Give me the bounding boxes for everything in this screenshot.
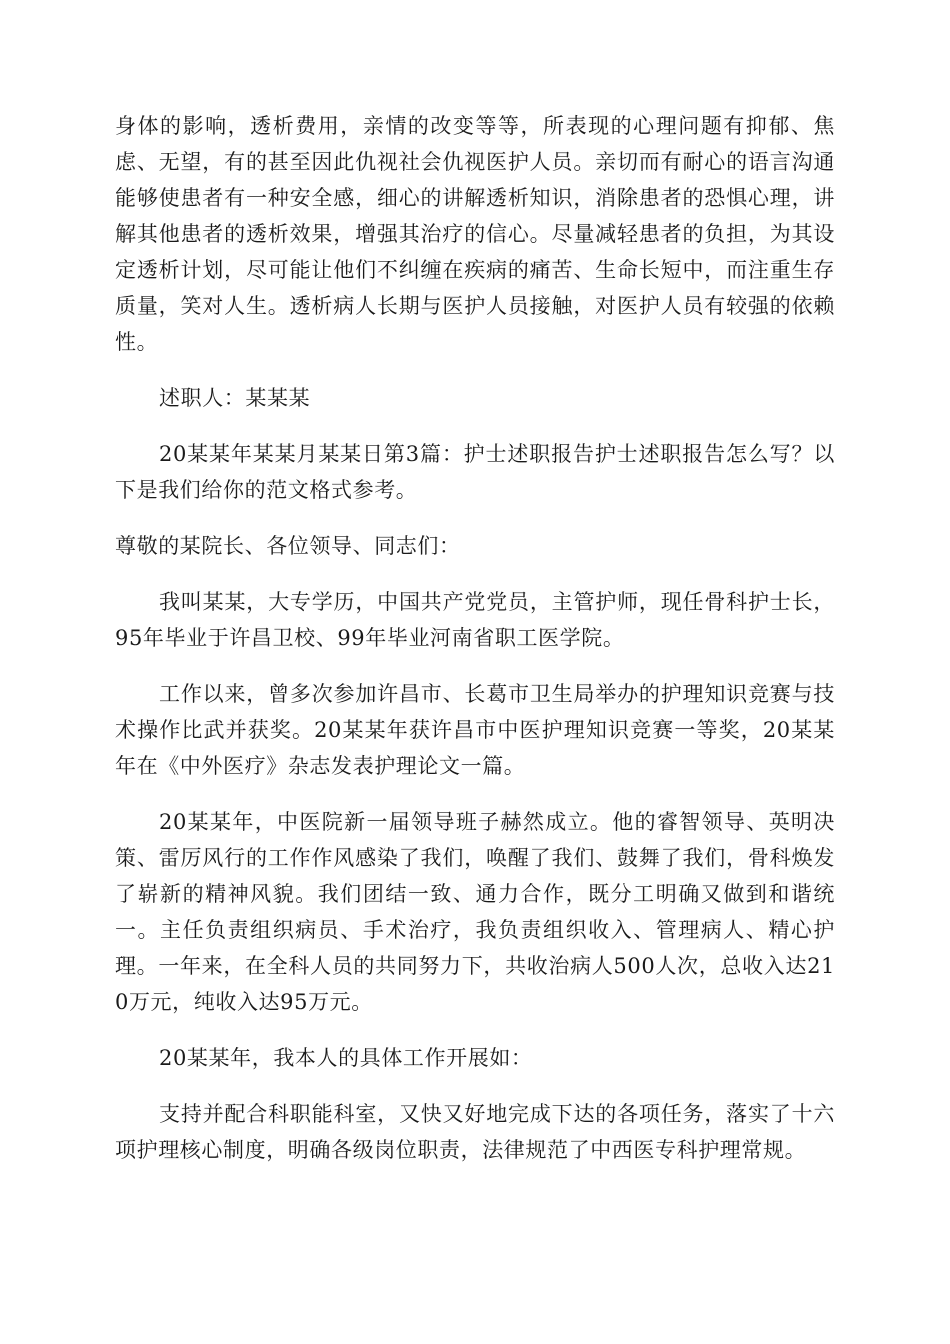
paragraph-dialysis-psychology: 身体的影响，透析费用，亲情的改变等等，所表现的心理问题有抑郁、焦虑、无望，有的甚至因此仇视社会仇视医护人员。亲切而有耐心的语言沟通能够使患者有一种安全感，细心的讲解透析知识，消除患者的恐惧心理，讲解其他患者的透析效果，增强其治疗的信心。尽量减轻患者的负担，为其设定透析计划，尽可能让他们不纠缠在疾病的痛苦、生命长短中，而注重生存质量，笑对人生。透析病人长期与医护人员接触，对医护人员有较强的依赖性。 bbox=[115, 114, 835, 354]
paragraph-awards: 工作以来，曾多次参加许昌市、长葛市卫生局举办的护理知识竞赛与技术操作比武并获奖。20某某年获许昌市中医护理知识竞赛一等奖，20某某年在《中外医疗》杂志发表护理论文一篇。 bbox=[115, 682, 835, 778]
paragraph-reporter-signature: 述职人：某某某 bbox=[159, 386, 311, 410]
paragraph-date-and-title: 20某某年某某月某某日第3篇：护士述职报告护士述职报告怎么写？以下是我们给你的范文格式参考。 bbox=[115, 442, 835, 502]
paragraph-work-details: 支持并配合科职能科室，又快又好地完成下达的各项任务，落实了十六项护理核心制度，明确各级岗位职责，法律规范了中西医专科护理常规。 bbox=[115, 1102, 835, 1162]
document-body bbox=[115, 108, 835, 1188]
paragraph-self-introduction: 我叫某某，大专学历，中国共产党党员，主管护师，现任骨科护士长，95年毕业于许昌卫校、99年毕业河南省职工医学院。 bbox=[115, 590, 835, 650]
paragraph-salutation: 尊敬的某院长、各位领导、同志们： bbox=[115, 534, 461, 558]
paragraph-department-achievements: 20某某年，中医院新一届领导班子赫然成立。他的睿智领导、英明决策、雷厉风行的工作作风感染了我们，唤醒了我们、鼓舞了我们，骨科焕发了崭新的精神风貌。我们团结一致、通力合作，既分工明确又做到和谐统一。主任负责组织病员、手术治疗，我负责组织收入、管理病人、精心护理。一年来，在全科人员的共同努力下，共收治病人500人次，总收入达210万元，纯收入达95万元。 bbox=[115, 810, 835, 1014]
paragraph-work-intro: 20某某年，我本人的具体工作开展如： bbox=[159, 1046, 533, 1070]
